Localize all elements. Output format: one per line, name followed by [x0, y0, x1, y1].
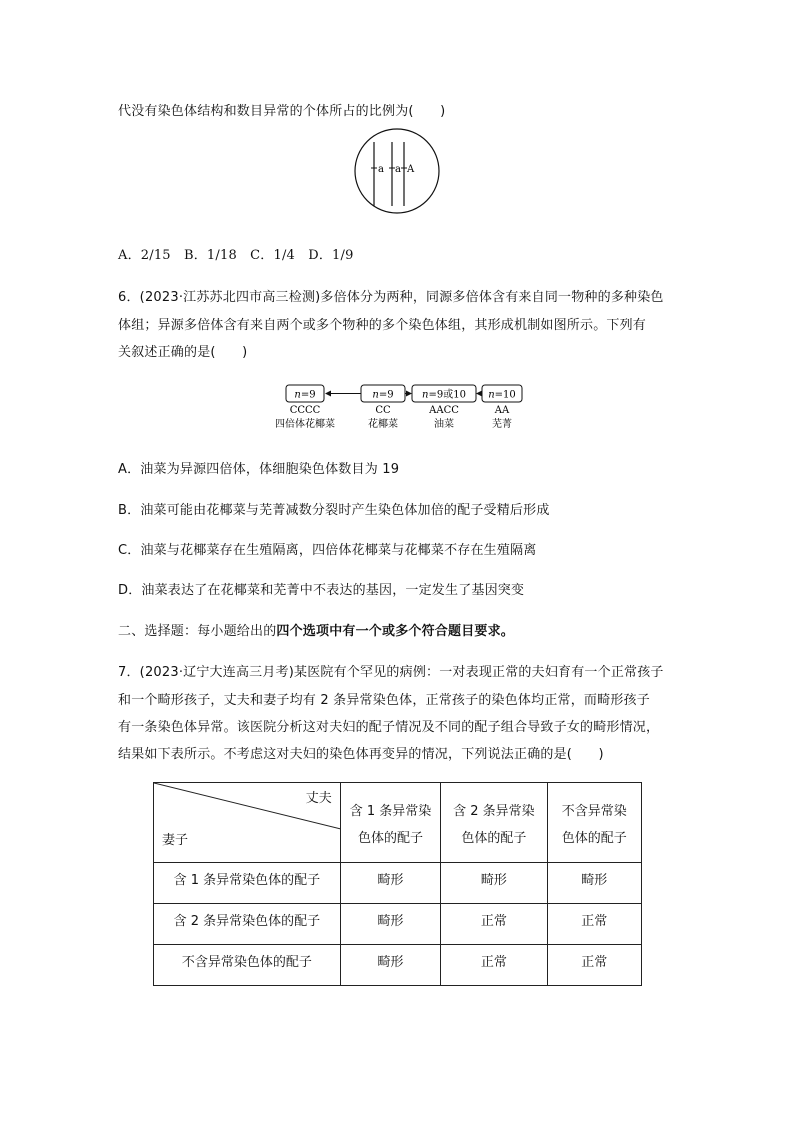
table-cell: 畸形	[340, 904, 440, 945]
table-cell: 正常	[441, 904, 547, 945]
table-row	[154, 904, 642, 945]
gamete-table	[153, 782, 642, 986]
row-label: 含 1 条异常染色体的配子	[154, 863, 341, 904]
q6-stem-line2: 体组；异源多倍体含有来自两个或多个物种的多个染色体组，其形成机制如图所示。下列有	[118, 318, 647, 333]
q7-stem-line1: 7．(2023·辽宁大连高三月考)某医院有个罕见的病例：一对表现正常的夫妇育有一个正常孩子	[118, 665, 664, 680]
box-aacc-label: n=9或10	[422, 389, 466, 401]
polyploid-diagram	[270, 380, 530, 436]
col-header-1	[340, 783, 440, 863]
gene-label-3: A	[407, 164, 415, 175]
q6-option-d: D．油菜表达了在花椰菜和芜菁中不表达的基因，一定发生了基因突变	[118, 583, 525, 598]
row-label: 含 2 条异常染色体的配子	[154, 904, 341, 945]
q7-stem-line4: 结果如下表所示。不考虑这对夫妇的染色体再变异的情况，下列说法正确的是( )	[118, 747, 604, 762]
name-cccc: 四倍体花椰菜	[275, 419, 335, 430]
table-cell: 畸形	[340, 863, 440, 904]
genome-aa: AA	[494, 405, 510, 416]
col-header-3	[547, 783, 641, 863]
q6-stem-line1: 6．(2023·江苏苏北四市高三检测)多倍体分为两种，同源多倍体含有来自同一物种的多种染色	[118, 290, 664, 305]
gene-label-1: a	[378, 164, 384, 175]
q7-stem-line3: 有一条染色体异常。该医院分析这对夫妇的配子情况及不同的配子组合导致子女的畸形情况，	[118, 720, 660, 735]
col-header-2-line1: 含 2 条异常染	[453, 803, 535, 819]
table-row	[154, 863, 642, 904]
box-cccc-label: n=9	[294, 389, 316, 401]
corner-wife: 妻子	[162, 833, 189, 848]
box-cc-label: n=9	[372, 389, 394, 401]
table-cell: 正常	[547, 945, 641, 986]
genome-cccc: CCCC	[289, 405, 321, 416]
name-aacc: 油菜	[434, 419, 454, 430]
box-aa-label: n=10	[488, 389, 516, 401]
col-header-2-line2: 色体的配子	[461, 830, 527, 846]
col-header-3-line1: 不含异常染	[561, 803, 627, 819]
table-cell: 畸形	[441, 863, 547, 904]
table-cell: 正常	[441, 945, 547, 986]
table-row	[154, 945, 642, 986]
q6-option-a: A．油菜为异源四倍体，体细胞染色体数目为 19	[118, 462, 400, 477]
name-aa: 芜菁	[492, 419, 512, 430]
section2-heading	[118, 620, 514, 639]
gene-label-2: a	[395, 164, 401, 175]
q7-stem-line2: 和一个畸形孩子，丈夫和妻子均有 2 条异常染色体，正常孩子的染色体均正常，而畸形孩子	[118, 693, 650, 708]
table-cell: 畸形	[547, 863, 641, 904]
col-header-1-line1: 含 1 条异常染	[349, 803, 432, 819]
q6-stem-line3: 关叙述正确的是( )	[118, 345, 248, 360]
row-label: 不含异常染色体的配子	[154, 945, 341, 986]
table-cell: 畸形	[340, 945, 440, 986]
q6-option-c: C．油菜与花椰菜存在生殖隔离，四倍体花椰菜与花椰菜不存在生殖隔离	[118, 543, 537, 558]
name-cc: 花椰菜	[368, 419, 398, 430]
q5-options: A．2/15 B．1/18 C．1/4 D．1/9	[118, 248, 354, 263]
genome-cc: CC	[375, 405, 391, 416]
genome-aacc: AACC	[429, 405, 459, 416]
table-cell: 正常	[547, 904, 641, 945]
table-header-row	[154, 783, 642, 863]
col-header-2	[441, 783, 547, 863]
col-header-3-line2: 色体的配子	[561, 830, 627, 846]
q5-stem-tail: 代没有染色体结构和数目异常的个体所占的比例为( )	[118, 104, 446, 119]
chromosome-cell-figure	[352, 126, 442, 216]
q6-option-b: B．油菜可能由花椰菜与芜菁减数分裂时产生染色体加倍的配子受精后形成	[118, 503, 550, 518]
col-header-1-line2: 色体的配子	[357, 830, 423, 846]
table-corner-cell	[154, 783, 341, 863]
section2-prefix: 二、选择题：每小题给出的	[118, 624, 277, 639]
corner-husband: 丈夫	[305, 791, 332, 806]
section2-emphasis: 四个选项中有一个或多个符合题目要求。	[276, 624, 515, 639]
